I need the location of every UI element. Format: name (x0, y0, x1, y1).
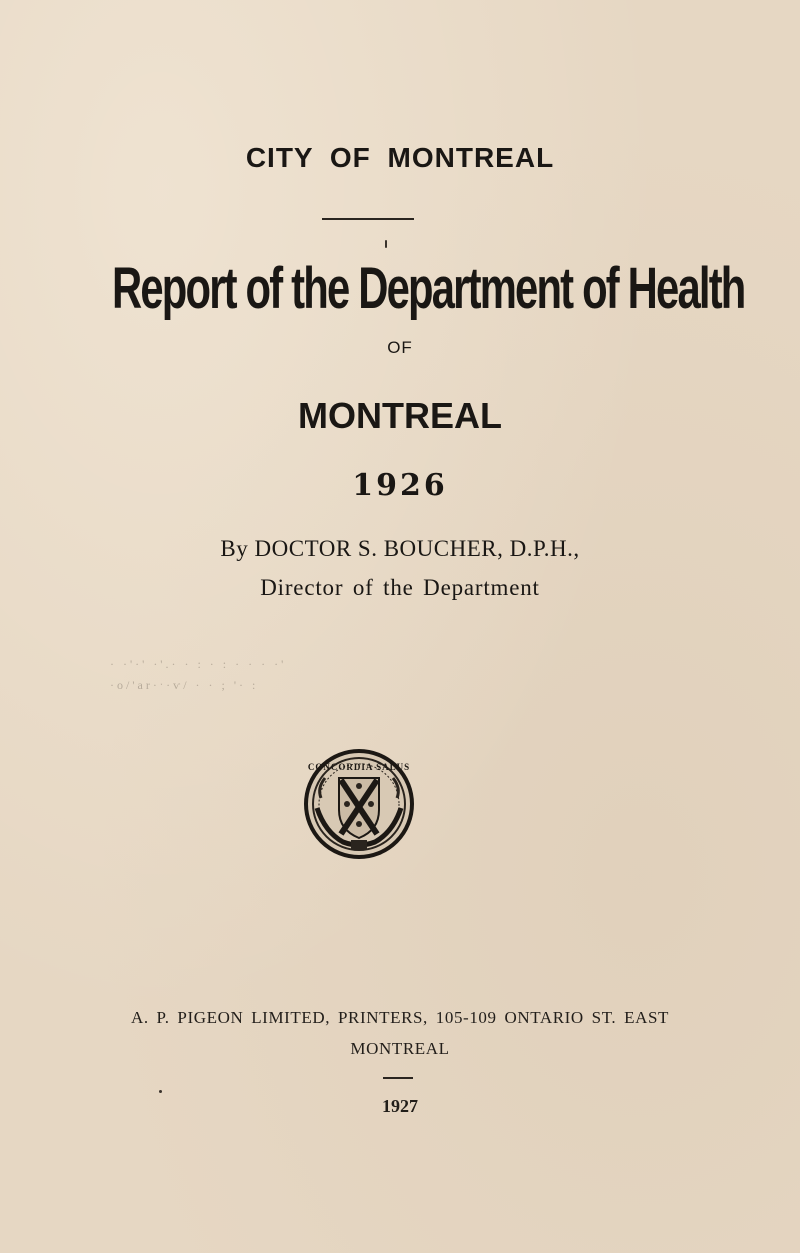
top-divider (322, 218, 414, 220)
printer-imprint: A. P. PIGEON LIMITED, PRINTERS, 105-109 ONTARIO ST. EAST (130, 1008, 670, 1027)
svg-text:CONCORDIA SALUS: CONCORDIA SALUS (307, 762, 411, 772)
print-year: 1927 (382, 1096, 418, 1116)
author-byline: By DOCTOR S. BOUCHER, D.P.H., (220, 536, 580, 561)
author-role: Director of the Department (260, 575, 540, 600)
report-title: Report of the Department of Health (112, 256, 745, 321)
printer-city: MONTREAL (350, 1039, 450, 1058)
faded-stamp-line-2: ·ο/'ar·ˑ·ѵ/ · · ; '· : (110, 678, 259, 692)
bottom-divider (383, 1077, 413, 1079)
city-seal-icon (303, 748, 415, 865)
title-place: MONTREAL (298, 395, 502, 436)
print-speck (159, 1090, 162, 1093)
title-connector: OF (387, 338, 413, 357)
print-speck (385, 240, 387, 248)
faded-stamp-line-1: · ·'·' ·'.· · : · : · · · ·' (110, 657, 287, 671)
city-title: CITY OF MONTREAL (245, 142, 555, 173)
report-year: 1926 (352, 468, 448, 503)
